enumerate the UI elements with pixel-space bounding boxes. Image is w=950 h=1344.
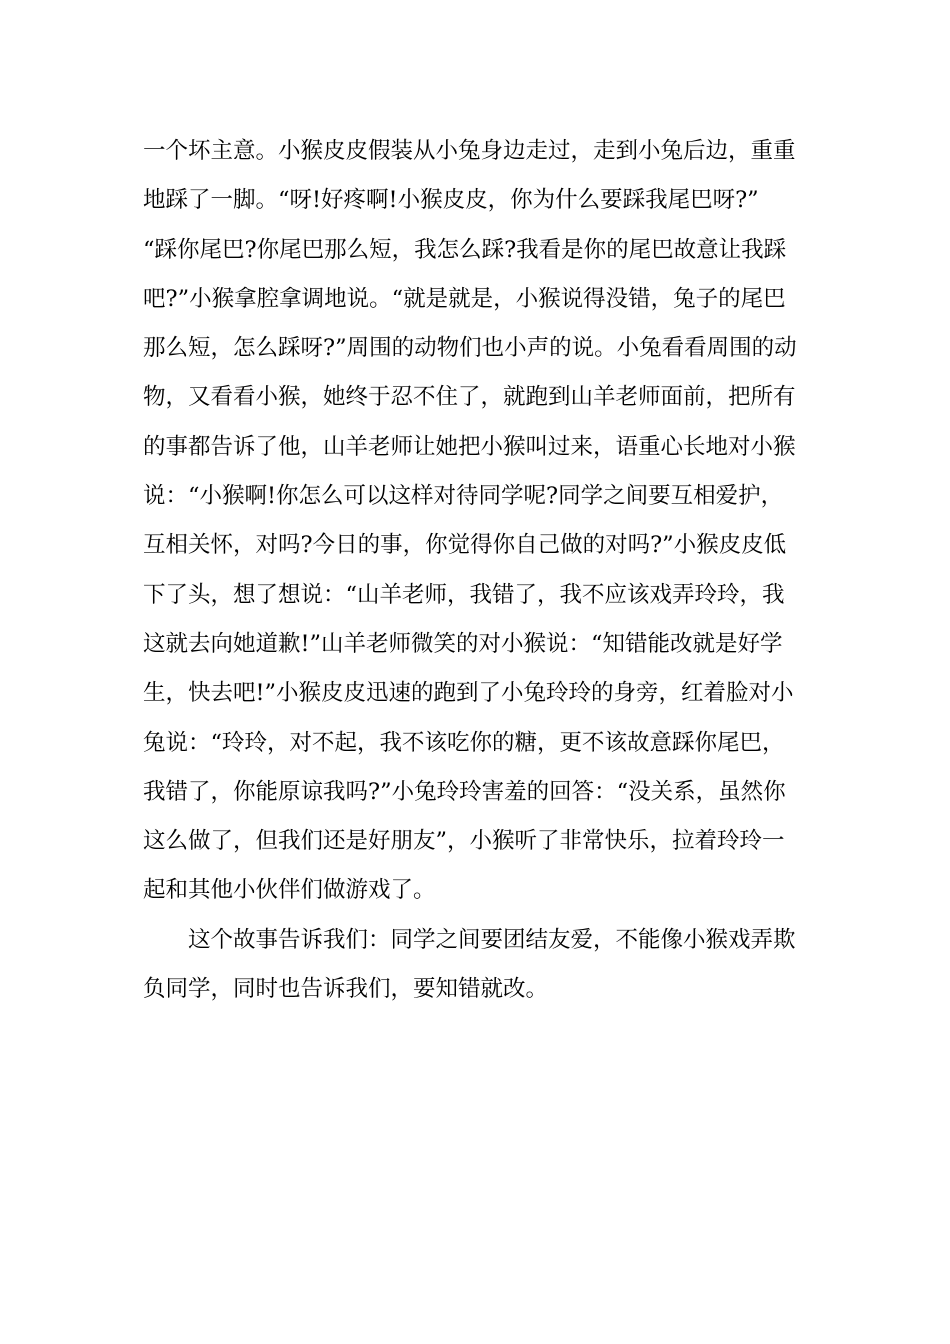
paragraph-line: 这就去向她道歉!”山羊老师微笑的对小猴说：“知错能改就是好学 xyxy=(143,630,783,657)
paragraph-line: 说：“小猴啊!你怎么可以这样对待同学呢?同学之间要互相爱护， xyxy=(143,483,784,510)
paragraph-line: 地踩了一脚。“呀!好疼啊!小猴皮皮，你为什么要踩我尾巴呀?” xyxy=(143,187,759,214)
paragraph-line: 的事都告诉了他，山羊老师让她把小猴叫过来，语重心长地对小猴 xyxy=(143,433,796,460)
paragraph-line: 兔说：“玲玲，对不起，我不该吃你的糖，更不该故意踩你尾巴， xyxy=(143,729,785,756)
paragraph-line: 起和其他小伙伴们做游戏了。 xyxy=(143,877,436,904)
paragraph-line: 互相关怀，对吗?今日的事，你觉得你自己做的对吗?”小猴皮皮低 xyxy=(143,532,787,559)
paragraph-line: 物，又看看小猴，她终于忍不住了，就跑到山羊老师面前，把所有 xyxy=(143,384,796,411)
paragraph-line: 生，快去吧!”小猴皮皮迅速的跑到了小兔玲玲的身旁，红着脸对小 xyxy=(143,680,794,707)
paragraph-2 xyxy=(143,916,823,1015)
paragraph-line: 这个故事告诉我们：同学之间要团结友爱，不能像小猴戏弄欺 xyxy=(188,926,796,953)
story-text-block xyxy=(143,127,823,1014)
paragraph-line: 那么短，怎么踩呀?”周围的动物们也小声的说。小兔看看周围的动 xyxy=(143,335,797,362)
paragraph-line: 一个坏主意。小猴皮皮假装从小兔身边走过，走到小兔后边，重重 xyxy=(143,138,796,164)
paragraph-line: 这么做了，但我们还是好朋友”，小猴听了非常快乐，拉着玲玲一 xyxy=(143,828,785,855)
paragraph-line: “踩你尾巴?你尾巴那么短，我怎么踩?我看是你的尾巴故意让我踩 xyxy=(143,236,787,263)
paragraph-line: 吧?”小猴拿腔拿调地说。“就是就是，小猴说得没错，兔子的尾巴 xyxy=(143,285,786,312)
paragraph-line: 下了头，想了想说：“山羊老师，我错了，我不应该戏弄玲玲，我 xyxy=(143,581,785,608)
paragraph-1 xyxy=(143,127,823,916)
paragraph-line: 负同学，同时也告诉我们，要知错就改。 xyxy=(143,976,549,1003)
paragraph-line: 我错了，你能原谅我吗?”小兔玲玲害羞的回答：“没关系，虽然你 xyxy=(143,778,786,805)
